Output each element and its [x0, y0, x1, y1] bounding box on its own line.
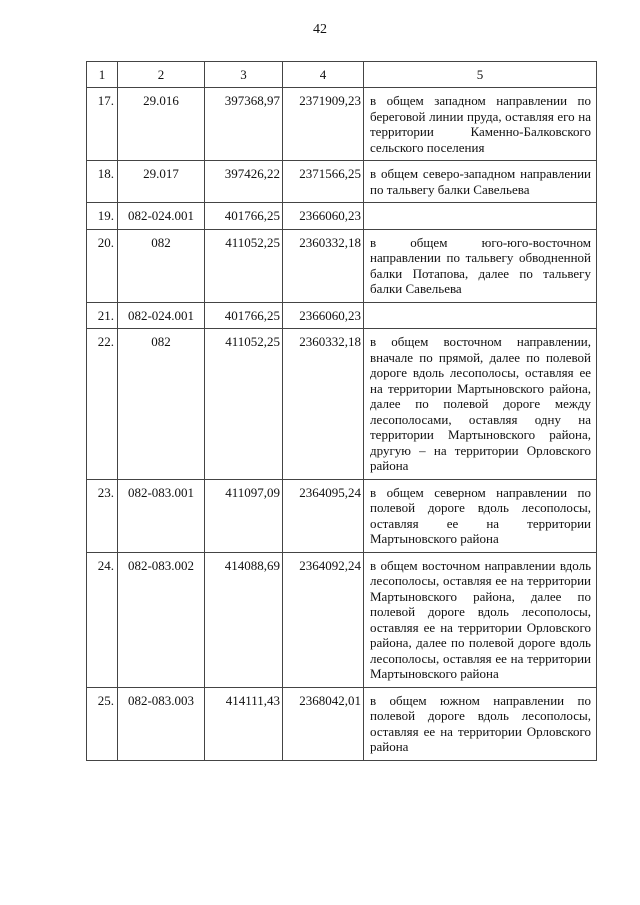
table-row — [87, 329, 597, 480]
page-number: 42 — [313, 22, 327, 37]
table-row — [87, 229, 597, 302]
table-row — [87, 88, 597, 161]
table-row — [87, 161, 597, 203]
x-coordinate: 411052,25 — [205, 329, 283, 480]
row-number: 23. — [87, 479, 118, 552]
row-number: 19. — [87, 203, 118, 230]
point-id: 29.016 — [118, 88, 205, 161]
table-row — [87, 687, 597, 760]
y-coordinate: 2371566,25 — [283, 161, 364, 203]
point-id: 082-083.003 — [118, 687, 205, 760]
point-id: 082 — [118, 329, 205, 480]
row-number: 20. — [87, 229, 118, 302]
boundary-description: в общем южном направлении по полевой дороге вдоль лесополосы, оставляя ее на территории Орловского района — [364, 687, 597, 760]
point-id: 082-024.001 — [118, 302, 205, 329]
boundary-description: в общем восточном направлении, вначале по прямой, далее по полевой дороге вдоль лесополосы, оставляя ее на территории Мартыновского района, далее по полевой дороге между лесополосами, оставляя одну на территории Мартыновского района, другую – на территории Орловского района — [364, 329, 597, 480]
x-coordinate: 401766,25 — [205, 302, 283, 329]
y-coordinate: 2360332,18 — [283, 329, 364, 480]
boundary-description — [364, 302, 597, 329]
y-coordinate: 2366060,23 — [283, 203, 364, 230]
y-coordinate: 2360332,18 — [283, 229, 364, 302]
boundary-description: в общем юго-юго-восточном направлении по тальвегу обводненной балки Потапова, далее по тальвегу балки Савельева — [364, 229, 597, 302]
table-row — [87, 203, 597, 230]
boundary-description: в общем северном направлении по полевой дороге вдоль лесополосы, оставляя ее на территории Мартыновского района — [364, 479, 597, 552]
point-id: 082-083.001 — [118, 479, 205, 552]
y-coordinate: 2366060,23 — [283, 302, 364, 329]
boundary-description — [364, 203, 597, 230]
boundary-description: в общем восточном направлении вдоль лесополосы, оставляя ее на территории Мартыновского района, далее по полевой дороге вдоль лесополосы, оставляя ее на территории Орловского района, далее по полевой дороге вдоль лесополосы, оставляя ее на территории Мартыновского района — [364, 552, 597, 687]
table-header-row — [87, 62, 597, 88]
boundary-description: в общем западном направлении по береговой линии пруда, оставляя его на территории Каменно-Балковского сельского поселения — [364, 88, 597, 161]
table-row — [87, 552, 597, 687]
row-number: 17. — [87, 88, 118, 161]
col-header-4: 4 — [283, 62, 364, 88]
y-coordinate: 2364092,24 — [283, 552, 364, 687]
col-header-2: 2 — [118, 62, 205, 88]
x-coordinate: 411052,25 — [205, 229, 283, 302]
point-id: 082-024.001 — [118, 203, 205, 230]
y-coordinate: 2364095,24 — [283, 479, 364, 552]
point-id: 082 — [118, 229, 205, 302]
col-header-5: 5 — [364, 62, 597, 88]
point-id: 29.017 — [118, 161, 205, 203]
y-coordinate: 2368042,01 — [283, 687, 364, 760]
table-row — [87, 479, 597, 552]
x-coordinate: 414088,69 — [205, 552, 283, 687]
boundary-points-table — [86, 61, 597, 761]
x-coordinate: 397426,22 — [205, 161, 283, 203]
table-row — [87, 302, 597, 329]
x-coordinate: 397368,97 — [205, 88, 283, 161]
row-number: 24. — [87, 552, 118, 687]
x-coordinate: 414111,43 — [205, 687, 283, 760]
y-coordinate: 2371909,23 — [283, 88, 364, 161]
x-coordinate: 401766,25 — [205, 203, 283, 230]
row-number: 18. — [87, 161, 118, 203]
row-number: 21. — [87, 302, 118, 329]
row-number: 22. — [87, 329, 118, 480]
col-header-1: 1 — [87, 62, 118, 88]
boundary-description: в общем северо-западном направлении по тальвегу балки Савельева — [364, 161, 597, 203]
row-number: 25. — [87, 687, 118, 760]
col-header-3: 3 — [205, 62, 283, 88]
x-coordinate: 411097,09 — [205, 479, 283, 552]
point-id: 082-083.002 — [118, 552, 205, 687]
